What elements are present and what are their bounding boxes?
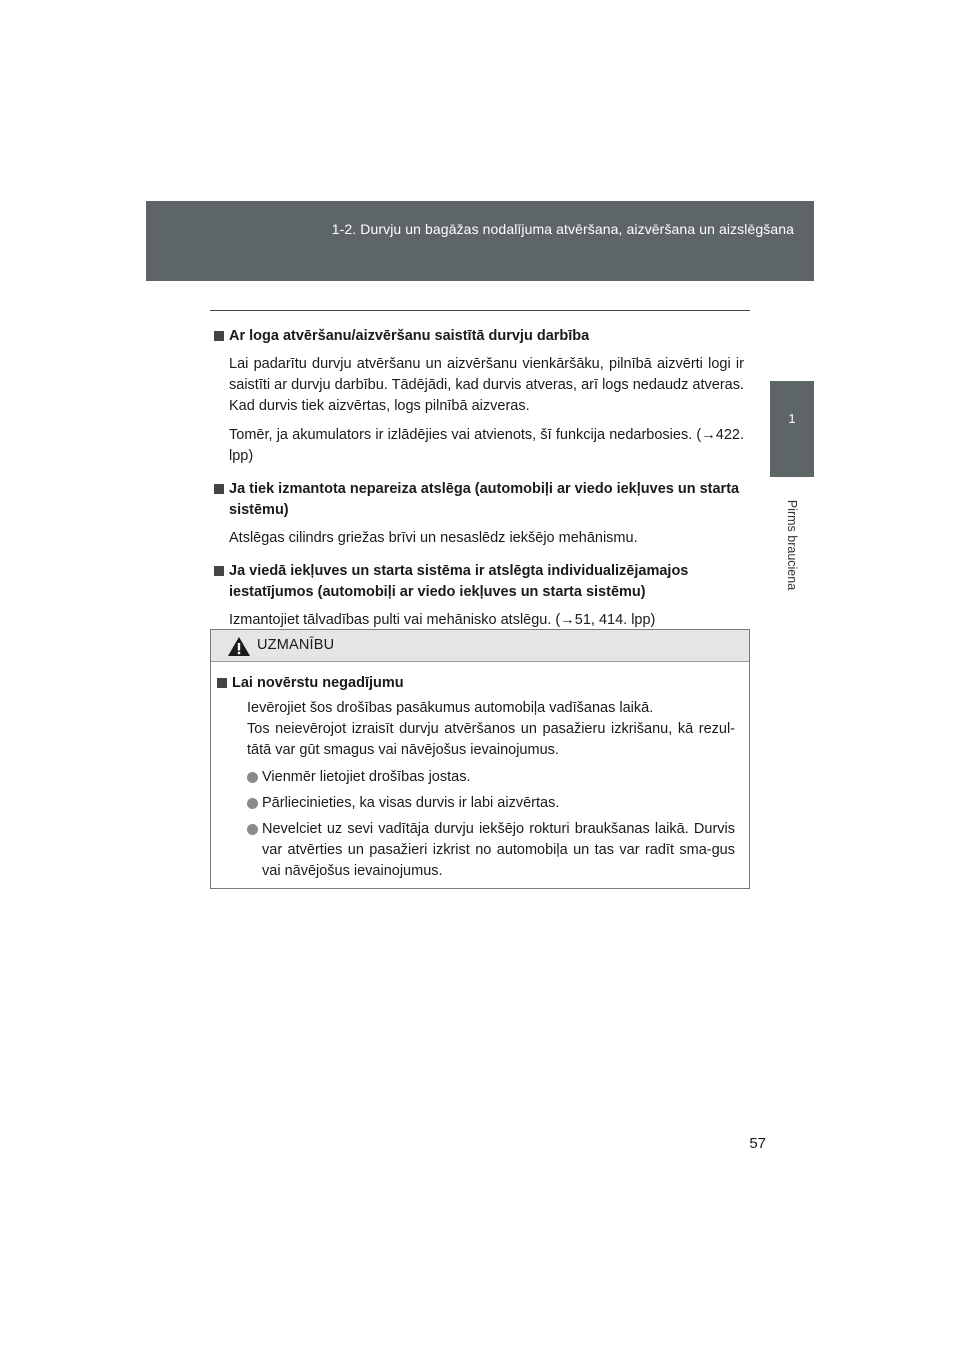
square-marker-icon — [214, 484, 224, 494]
caution-bullet: Vienmēr lietojiet drošības jostas. — [217, 767, 735, 788]
chapter-breadcrumb: 1-2. Durvju un bagāžas nodalījuma atvēršana, aizvēršana un aizslēgšana — [331, 221, 794, 237]
section-heading: Ja tiek izmantota nepareiza atslēga (automobiļi ar viedo iekļuves un starta sistēmu) — [214, 479, 744, 521]
warning-triangle-icon — [227, 636, 251, 657]
chapter-side-label — [758, 490, 826, 600]
bullet-dot-icon — [247, 772, 258, 783]
header-band — [146, 201, 814, 281]
page-number: 57 — [749, 1135, 766, 1152]
main-content — [214, 326, 744, 639]
section-paragraph: Tomēr, ja akumulators ir izlādējies vai atvienots, šī funkcija nedarbosies. (→422. lpp) — [229, 427, 744, 464]
caution-paragraph: Ievērojiet šos drošības pasākumus automobiļa vadīšanas laikā. Tos neievērojot izraisīt durvju atvēršanos un pasažieru izkrišanu, kā rezul-tātā var gūt smagus vai nāvējošus ievainojumus. — [247, 700, 735, 758]
top-divider — [210, 310, 750, 311]
chapter-side-label-text: Pirms brauciena — [785, 499, 800, 591]
section-heading: Ja viedā iekļuves un starta sistēma ir atslēgta individualizējamajos iestatījumos (automobiļi ar viedo iekļuves un starta sistēmu) — [214, 561, 744, 603]
bullet-dot-icon — [247, 798, 258, 809]
caution-bullet: Pārliecinieties, ka visas durvis ir labi aizvērtas. — [217, 793, 735, 814]
caution-bullet: Nevelciet uz sevi vadītāja durvju iekšējo rokturi braukšanas laikā. Durvis var atvērties un pasažieri izkrist no automobiļa un tas var radīt sma-gus vai nāvējošus ievainojumus. — [217, 819, 735, 882]
bullet-dot-icon — [247, 824, 258, 835]
caution-heading: Lai novērstu negadījumu — [217, 673, 735, 694]
square-marker-icon — [214, 331, 224, 341]
square-marker-icon — [217, 678, 227, 688]
caution-title: UZMANĪBU — [257, 637, 335, 653]
section-paragraph: Atslēgas cilindrs griežas brīvi un nesaslēdz iekšējo mehānismu. — [229, 530, 638, 546]
section-paragraph: Lai padarītu durvju atvēršanu un aizvēršanu vienkāršāku, pilnībā aizvērti logi ir saistīti ar durvju darbību. Tādējādi, kad durvis atveras, arī logs nedaudz atveras. Kad durvis tiek aizvērtas, logs pilnībā aizveras. — [229, 356, 744, 414]
caution-body — [211, 662, 749, 882]
caution-box — [210, 629, 750, 889]
chapter-tab[interactable] — [770, 381, 814, 477]
section-heading: Ar loga atvēršanu/aizvēršanu saistītā durvju darbība — [214, 326, 744, 347]
square-marker-icon — [214, 566, 224, 576]
caution-header — [211, 630, 749, 662]
chapter-tab-number: 1 — [788, 411, 796, 426]
section-paragraph: Izmantojiet tālvadības pulti vai mehānisko atslēgu. (→51, 414. lpp) — [229, 612, 656, 628]
